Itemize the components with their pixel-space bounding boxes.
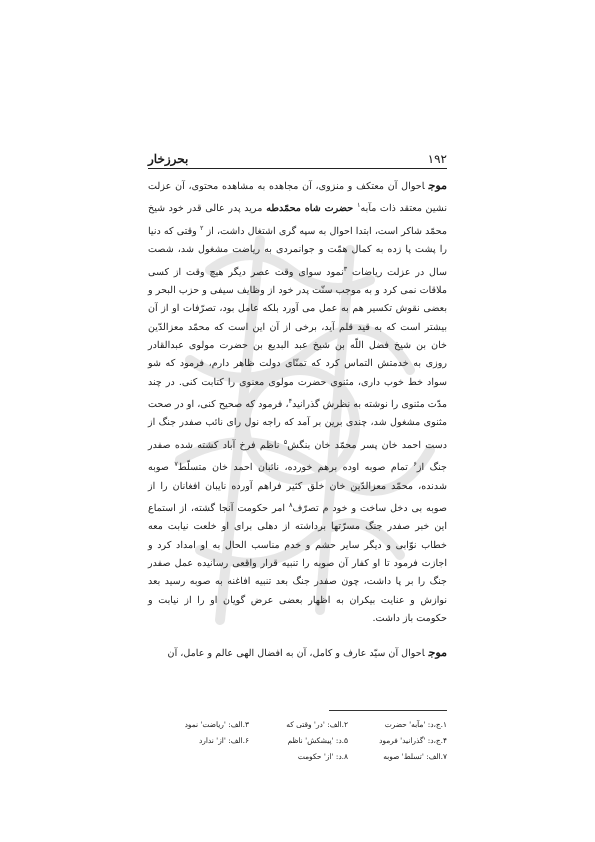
paragraph (148, 177, 447, 628)
footnote-marker: ۱ (357, 201, 361, 210)
person-name: حضرت شاه محمّدطه (262, 203, 357, 215)
footnote: ۶.الف: 'از' ندارد (198, 736, 249, 745)
text-run: احوال آن معتکف و منزوی، آن مجاهده به مشاهده محتوی، آن عزلت نشین معتقد ذات مآبه (148, 181, 447, 215)
header-rule (148, 168, 447, 169)
text-run: صوبه شدنده، محمّد معزالدّین خان خلق کثیر فراهم آورده نایبان افغانان را از صوبه بی دخل ساخت و خود م تصرّف (148, 462, 447, 515)
main-text (148, 177, 447, 663)
text-run: امر حکومت آنجا گشته، از استماع این خبر صفدر جنگ مسرّتها برداشته از دهلی برای او خلعت نیابت معه خطاب نوّابی و دیگر سایر حشم و خدم مناسب الحال به او امداد کرد و اجازت فرمود تا او کفار آن صوبه را تنبیه قرار واقعی رسانیده عمل صفدر جنگ را بر پا داشت، چون صفدر جنگ بعد تنبیه افاغنه به صوبه رسید بعد نوازش و عنایت بیکران به اظهار بعضی عرض گویان او را از نیابت و حکومت باز داشت. (148, 503, 447, 624)
text-run: وقتی که دنیا را پشت پا زده به کمال همّت و جوانمردی به ریاضت مشغول شد، شصت سال در عزلت ریاضات (148, 225, 447, 278)
footnote-marker: ۲ (199, 223, 204, 232)
footnote-marker: ۳ (343, 264, 348, 273)
text-run: نمود سوای وقت عصر دیگر هیچ وقت از کسی ملاقات نمی کرد و به موجب سنّت پدر خود از وظایف سیفی و حزب البحر و بعضی نقوش تکسیر هم به عمل می آورد بلکه عامل بود، تصرّفات او از آن بیشتر است که به قید قلم آید، برخی از آن این است که محمّد معزالدّین خان بن شیخ فضل اللّه بن شیخ عبد البدیع بن حضرت مولوی عبدالقادر روزی به خدمتش التماس کرد که تمنّای دولت ظاهر دارم، فرمود که شو سواد خط خوب داری، مثنوی حضرت مولوی معنوی را کتابت کنی. در چند مدّت مثنوی را نوشته به نظرش گذرانید (148, 266, 447, 411)
footnote-marker: ۷ (174, 460, 178, 469)
footnote: ۳.الف: 'ریاضت' نمود (184, 720, 249, 729)
footnotes (150, 717, 447, 765)
text-run: ، فرمود که صحیح کنی، او در صحت مثنوی مشغول شد، چندی برین بر آمد که راجه نول رای نائب صفدر جنگ از دست احمد خان پسر محمّد خان بنگش (148, 399, 447, 451)
footnote-row (150, 749, 447, 765)
footnote: ۷.الف: 'تسلط' صوبه (383, 752, 447, 761)
footnote-rule (329, 710, 447, 711)
footnote-marker: ۸ (288, 500, 293, 509)
text-run: ناظم فرخ آباد کشته شده صفدر جنگ از (148, 439, 447, 474)
section-lead-word: موج (428, 646, 447, 660)
page-number: ۱۹۲ (427, 152, 447, 166)
footnote: ۱.ج،د: 'مآبه' حضرت (384, 720, 447, 729)
footnote: ۸.د: 'از' حکومت (297, 752, 348, 761)
text-run: تمام صوبه اوده برهم خورده، نائبان احمد خان متسلّط (177, 462, 414, 474)
footnote-marker: ۶ (413, 460, 417, 469)
section-lead-word: موج (428, 179, 447, 192)
footnote: ۴.ج،د: 'گذرانید' فرمود (379, 736, 447, 745)
footnote-row (150, 717, 447, 733)
footnote (150, 749, 249, 765)
footnote-marker: ۵ (283, 437, 288, 446)
footnote: ۲.الف: 'در' وقتی که (286, 720, 348, 729)
book-title: بحرزخار (148, 152, 189, 166)
footnote-row (150, 733, 447, 749)
footnote: ۵.د: 'پیشکش' ناظم (287, 736, 348, 745)
running-header (148, 146, 447, 166)
footnote-marker: ۴ (288, 396, 293, 405)
text-run: مرید پدر عالی قدر خود شیخ محمّد شاکر است، ابتدا احوال به سپه گری اشتغال داشت، از (148, 203, 448, 237)
paragraph (148, 644, 447, 663)
text-run: احوال آن سیّد عارف و کامل، آن به افضال الهی عالم و عامل، آن (167, 648, 425, 660)
